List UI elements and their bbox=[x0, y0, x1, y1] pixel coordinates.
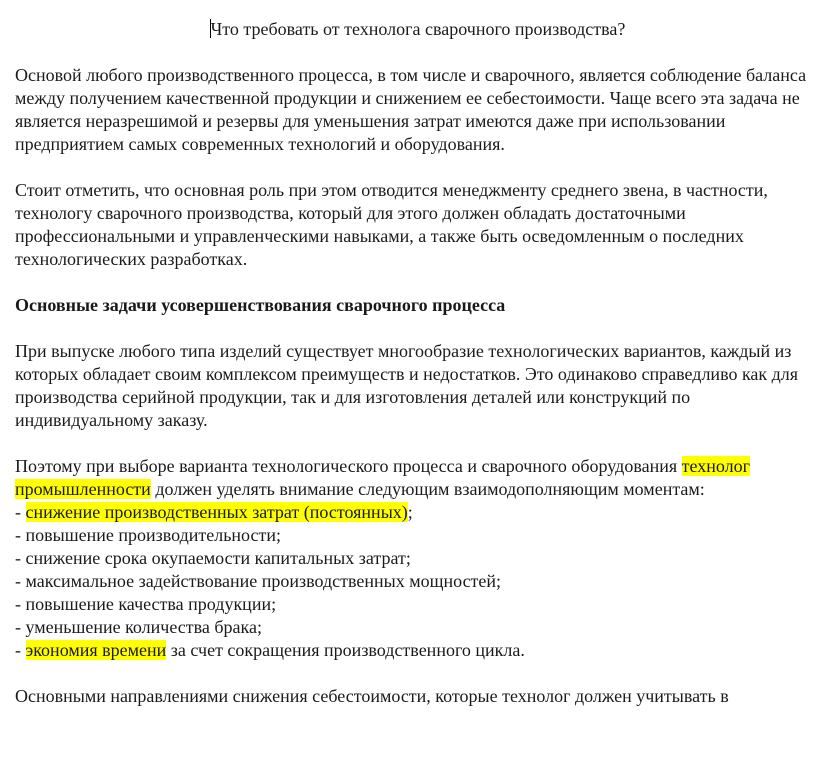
list-item: - повышение производительности; bbox=[15, 525, 281, 545]
highlighted-text: экономия времени bbox=[25, 640, 167, 660]
paragraph-1: Основой любого производственного процесса, в том числе и сварочного, является соблюдение баланса между получением качественной продукции и снижением ее себестоимости. Чаще всего эта задача не является неразрешимой и резервы для уменьшения затрат имеются даже при использовании предприятием самых современных технологий и оборудования. bbox=[15, 65, 807, 154]
paragraph-4-start: Поэтому при выборе варианта технологического процесса и сварочного оборудования bbox=[15, 456, 682, 476]
paragraph-4 bbox=[15, 455, 815, 662]
list-item: - снижение срока окупаемости капитальных затрат; bbox=[15, 548, 411, 568]
list-item: - повышение качества продукции; bbox=[15, 594, 277, 614]
highlighted-text: снижение производственных затрат (постоянных) bbox=[25, 502, 408, 522]
list-item: - максимальное задействование производственных мощностей; bbox=[15, 571, 502, 591]
list-item: - уменьшение количества брака; bbox=[15, 617, 263, 637]
paragraph-2: Стоит отметить, что основная роль при этом отводится менеджменту среднего звена, в частности, технологу сварочного производства, который для этого должен обладать достаточными профессиональными и управленческими навыками, а также быть осведомленным о последних технологических разработках. bbox=[15, 180, 768, 269]
section-heading: Основные задачи усовершенствования сварочного процесса bbox=[15, 295, 506, 315]
paragraph-3: При выпуске любого типа изделий существует многообразие технологических вариантов, каждый из которых обладает своим комплексом преимуществ и недостатков. Это одинаково справедливо как для производства серийной продукции, так и для изготовления деталей или конструкций по индивидуальному заказу. bbox=[15, 341, 799, 430]
document-title bbox=[15, 18, 815, 41]
list-item: - экономия времени за счет сокращения производственного цикла. bbox=[15, 640, 525, 660]
paragraph-4-end: должен уделять внимание следующим взаимодополняющим моментам: bbox=[150, 479, 705, 499]
paragraph-5: Основными направлениями снижения себестоимости, которые технолог должен учитывать в bbox=[15, 686, 729, 706]
highlighted-text: технолог промышленности bbox=[15, 456, 751, 499]
list-item: - снижение производственных затрат (постоянных); bbox=[15, 502, 413, 522]
document-page[interactable] bbox=[15, 18, 815, 708]
title-text: Что требовать от технолога сварочного производства? bbox=[210, 19, 626, 39]
